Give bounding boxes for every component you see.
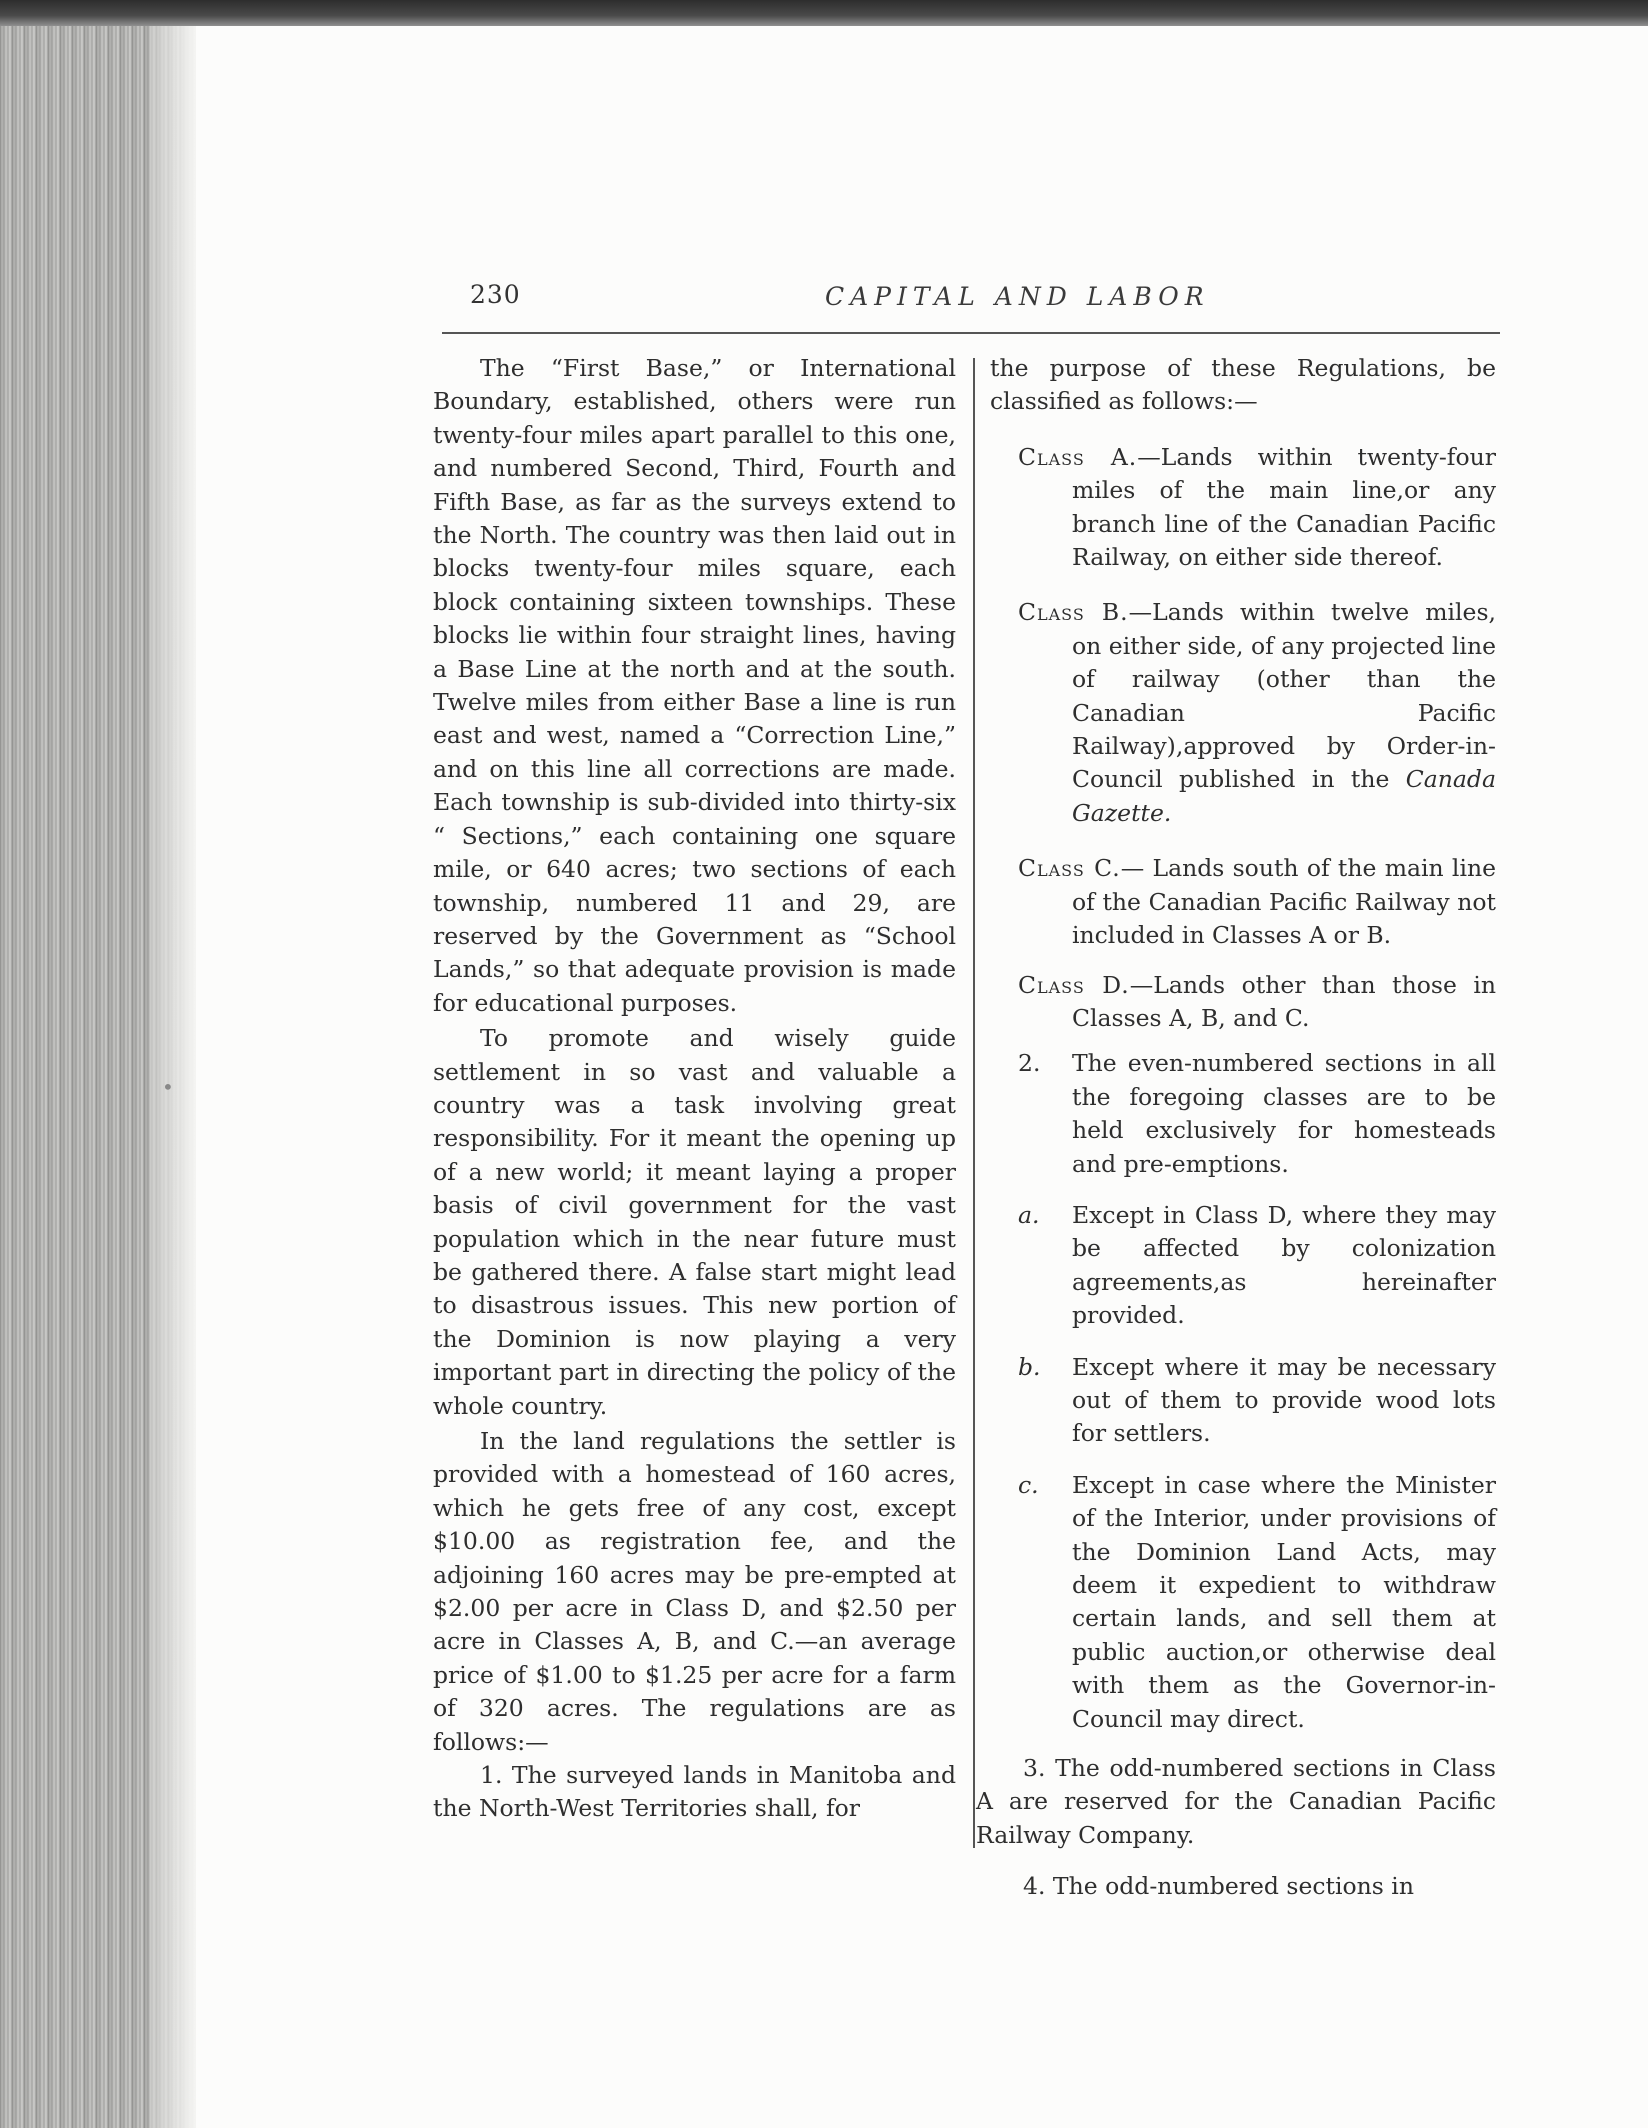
class-text-italic: Canada Gazette. (1072, 765, 1496, 827)
list-item-text: Except where it may be necessary out of them to provide wood lots for settlers. (1072, 1352, 1496, 1448)
class-d-definition (976, 969, 1496, 1036)
class-b-definition (976, 596, 1496, 830)
paragraph-continuation: the purpose of these Regulations, be classified as follows:— (990, 354, 1496, 416)
list-item (976, 1351, 1496, 1451)
running-title: CAPITAL AND LABOR (825, 282, 1210, 311)
list-item (976, 1469, 1496, 1736)
list-item-text: Except in Class D, where they may be affected by colonization agreements,as hereinafter provided. (1072, 1200, 1496, 1330)
list-marker: c. (1018, 1470, 1039, 1499)
paragraph: In the land regulations the settler is provided with a homestead of 160 acres, which he gets free of any cost, except $10.00 as registration fee, and the adjoining 160 acres may be pre-empted at $2.00 per acre in Class D, and $2.50 per acre in Classes A, B, and C.—an average price of $1.00 to $1.25 per acre for a farm of 320 acres. The regulations are as follows:— (433, 1427, 956, 1756)
class-a-definition (976, 441, 1496, 575)
book-gutter-shade (150, 0, 196, 2128)
header-rule (442, 332, 1500, 334)
paragraph: To promote and wisely guide settlement in so vast and valuable a country was a task involving great responsibility. For it meant the opening up of a new world; it meant laying a proper basis of civil government for the vast population which in the near future must be gathered there. A false start might lead to disastrous issues. This new portion of the Dominion is now playing a very important part in directing the policy of the whole country. (433, 1024, 956, 1420)
list-item (976, 1199, 1496, 1333)
right-column (976, 352, 1496, 1904)
scan-top-border (0, 0, 1648, 26)
class-text: —Lands other than those in Classes A, B, and C. (1072, 970, 1496, 1032)
paragraph: 1. The surveyed lands in Manitoba and the North-West Territories shall, for (433, 1761, 956, 1823)
list-item-text: Except in case where the Minister of the Interior, under provisions of the Dominion Land Acts, may deem it expedient to withdraw certain lands, and sell them at public auction,or otherwise deal with them as the Governor-in-Council may direct. (1072, 1470, 1496, 1733)
column-divider-rule (973, 358, 975, 1848)
edge-mark: •​ (162, 1075, 174, 1099)
list-item (976, 1047, 1496, 1181)
class-label: Class A. (1018, 442, 1138, 471)
list-marker: a. (1018, 1200, 1040, 1229)
page-number: 230 (470, 280, 521, 309)
list-marker: b. (1018, 1352, 1041, 1381)
paragraph: The “First Base,” or International Boundary, established, others were run twenty-four miles apart parallel to this one, and numbered Second, Third, Fourth and Fifth Base, as far as the surveys extend to the North. The country was then laid out in blocks twenty-four miles square, each block containing sixteen townships. These blocks lie within four straight lines, having a Base Line at the north and at the south. Twelve miles from either Base a line is run east and west, named a “Correction Line,” and on this line all corrections are made. Each township is sub-divided into thirty-six “ Sections,” each containing one square mile, or 640 acres; two sections of each township, numbered 11 and 29, are reserved by the Government as “School Lands,” so that adequate provision is made for educational purposes. (433, 354, 956, 1017)
class-label: Class C. (1018, 854, 1121, 883)
class-c-definition (976, 852, 1496, 952)
class-text: — Lands south of the main line of the Canadian Pacific Railway not included in Classes A or B. (1072, 854, 1496, 950)
running-head (470, 280, 1500, 320)
paragraph: 4. The odd-numbered sections in (1023, 1872, 1414, 1901)
paragraph: 3. The odd-numbered sections in Class A are reserved for the Canadian Pacific Railway Company. (976, 1754, 1496, 1849)
list-marker: 2. (1018, 1049, 1041, 1078)
class-label: Class B. (1018, 598, 1129, 627)
list-item-text: The even-numbered sections in all the foregoing classes are to be held exclusively for homesteads and pre-emptions. (1072, 1049, 1496, 1178)
left-column (433, 352, 956, 1826)
class-text: —Lands within twenty-four miles of the main line,or any branch line of the Canadian Pacific Railway, on either side thereof. (1072, 442, 1496, 572)
class-text: —Lands within twelve miles, on either side, of any projected line of railway (other than the Canadian Pacific Railway),approved by Order-in-Council published in the (1072, 598, 1496, 794)
class-label: Class D. (1018, 970, 1130, 999)
